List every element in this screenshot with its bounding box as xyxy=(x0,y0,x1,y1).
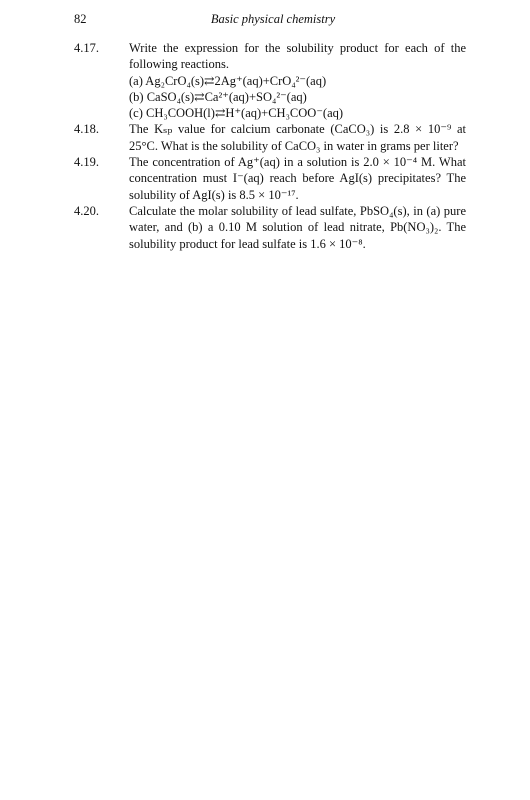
page-number: 82 xyxy=(74,12,87,26)
problem-number: 4.19. xyxy=(74,155,99,170)
running-title: Basic physical chemistry xyxy=(210,12,336,26)
page-header xyxy=(74,12,472,30)
problem-intro: Write the expression for the solubility product for each of the following reactions. xyxy=(129,41,466,72)
problem-4-20 xyxy=(74,203,466,252)
problem-number: 4.17. xyxy=(74,41,99,55)
problem-text: The Kₛₚ value for calcium carbonate (CaCO₃) is 2.8 × 10⁻⁹ at 25°C. What is the solubility of CaCO₃ in water in grams per liter? xyxy=(129,122,466,153)
problem-number: 4.20. xyxy=(74,203,99,218)
reaction-c: (c) CH₃COOH(l)⇄H⁺(aq)+CH₃COO⁻(aq) xyxy=(129,106,344,121)
problem-number: 4.18. xyxy=(74,122,99,137)
reaction-b: (b) CaSO₄(s)⇄Ca²⁺(aq)+SO₄²⁻(aq) xyxy=(129,89,307,104)
reaction-a: (a) Ag₂CrO₄(s)⇄2Ag⁺(aq)+CrO₄²⁻(aq) xyxy=(129,73,327,88)
problem-4-18 xyxy=(74,121,466,154)
problem-list xyxy=(74,40,466,252)
problem-text: Calculate the molar solubility of lead sulfate, PbSO₄(s), in (a) pure water, and (b) a 0.10 M solution of lead nitrate, Pb(NO₃)₂. The solubility product for lead sulfate is 1.6 × 10⁻⁸. xyxy=(129,203,466,251)
problem-text: The concentration of Ag⁺(aq) in a solution is 2.0 × 10⁻⁴ M. What concentration must I⁻(aq) reach before AgI(s) precipitates? The solubility of AgI(s) is 8.5 × 10⁻¹⁷. xyxy=(129,155,466,202)
problem-4-19 xyxy=(74,154,466,203)
problem-4-17 xyxy=(74,40,466,121)
